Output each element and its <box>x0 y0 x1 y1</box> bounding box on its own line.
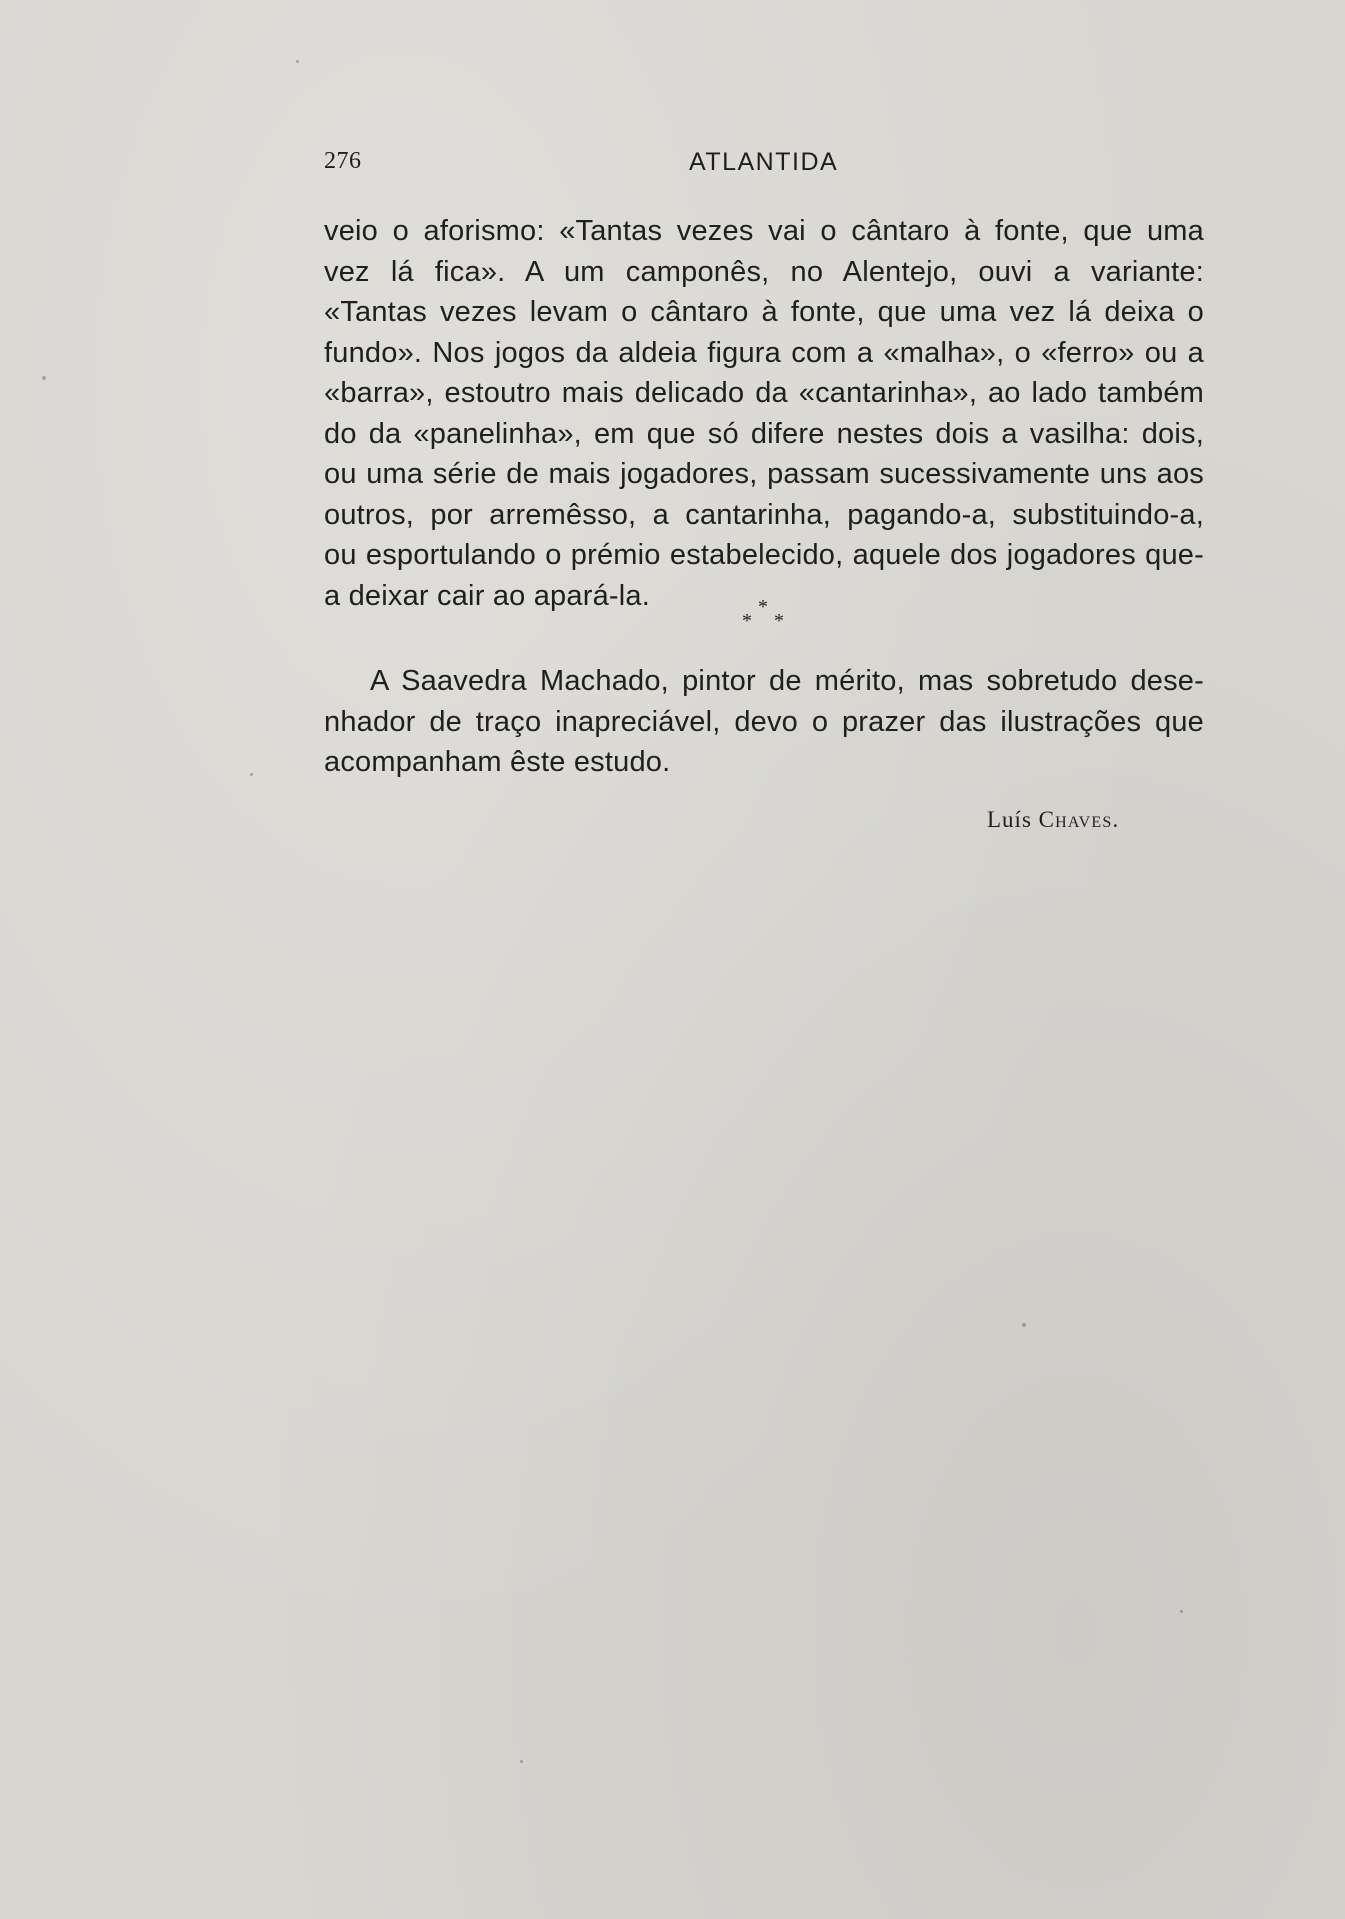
author-signature <box>987 807 1119 833</box>
text-line: ou uma série de mais jogadores, passam sucessivamente uns aos <box>324 458 1204 490</box>
text-line: veio o aforismo: «Tantas vezes vai o cântaro à fonte, que uma <box>324 215 1204 247</box>
text-line: vez lá fica». A um camponês, no Alentejo, ouvi a variante: <box>324 255 1204 288</box>
author-first-name: Luís <box>987 807 1032 832</box>
text-line: fundo». Nos jogos da aldeia figura com a «malha», o «ferro» ou a <box>324 336 1204 369</box>
paragraph-2 <box>324 661 1204 783</box>
asterism-star: * <box>774 610 784 632</box>
paper-speck <box>250 773 253 776</box>
text-line: «Tantas vezes levam o cântaro à fonte, que uma vez lá deixa o <box>324 296 1204 328</box>
text-line: a deixar cair ao apará-la. <box>324 579 650 612</box>
text-line: outros, por arremêsso, a cantarinha, pagando-a, substituindo-a, <box>324 498 1204 531</box>
asterism-star: * <box>742 610 752 632</box>
paper-speck <box>296 60 299 63</box>
author-last-name: Chaves. <box>1038 807 1120 832</box>
paper-speck <box>520 1760 523 1763</box>
page-header <box>324 148 1204 178</box>
paragraph-1 <box>324 211 1204 616</box>
paper-speck <box>42 376 46 380</box>
text-line: ou esportulando o prémio estabelecido, aquele dos jogadores que- <box>324 539 1204 571</box>
running-title: ATLANTIDA <box>689 148 839 176</box>
text-line: «barra», estoutro mais delicado da «cantarinha», ao lado também <box>324 377 1204 409</box>
text-line: nhador de traço inapreciável, devo o prazer das ilustrações que <box>324 705 1204 738</box>
paper-speck <box>1180 1610 1183 1613</box>
asterism-divider <box>736 596 796 636</box>
text-line: do da «panelinha», em que só difere nestes dois a vasilha: dois, <box>324 417 1204 450</box>
page-number: 276 <box>324 148 362 174</box>
text-line: acompanham êste estudo. <box>324 746 671 778</box>
paper-speck <box>1022 1323 1026 1327</box>
asterism-star: * <box>758 596 768 618</box>
text-line: A Saavedra Machado, pintor de mérito, mas sobretudo dese- <box>370 665 1204 697</box>
